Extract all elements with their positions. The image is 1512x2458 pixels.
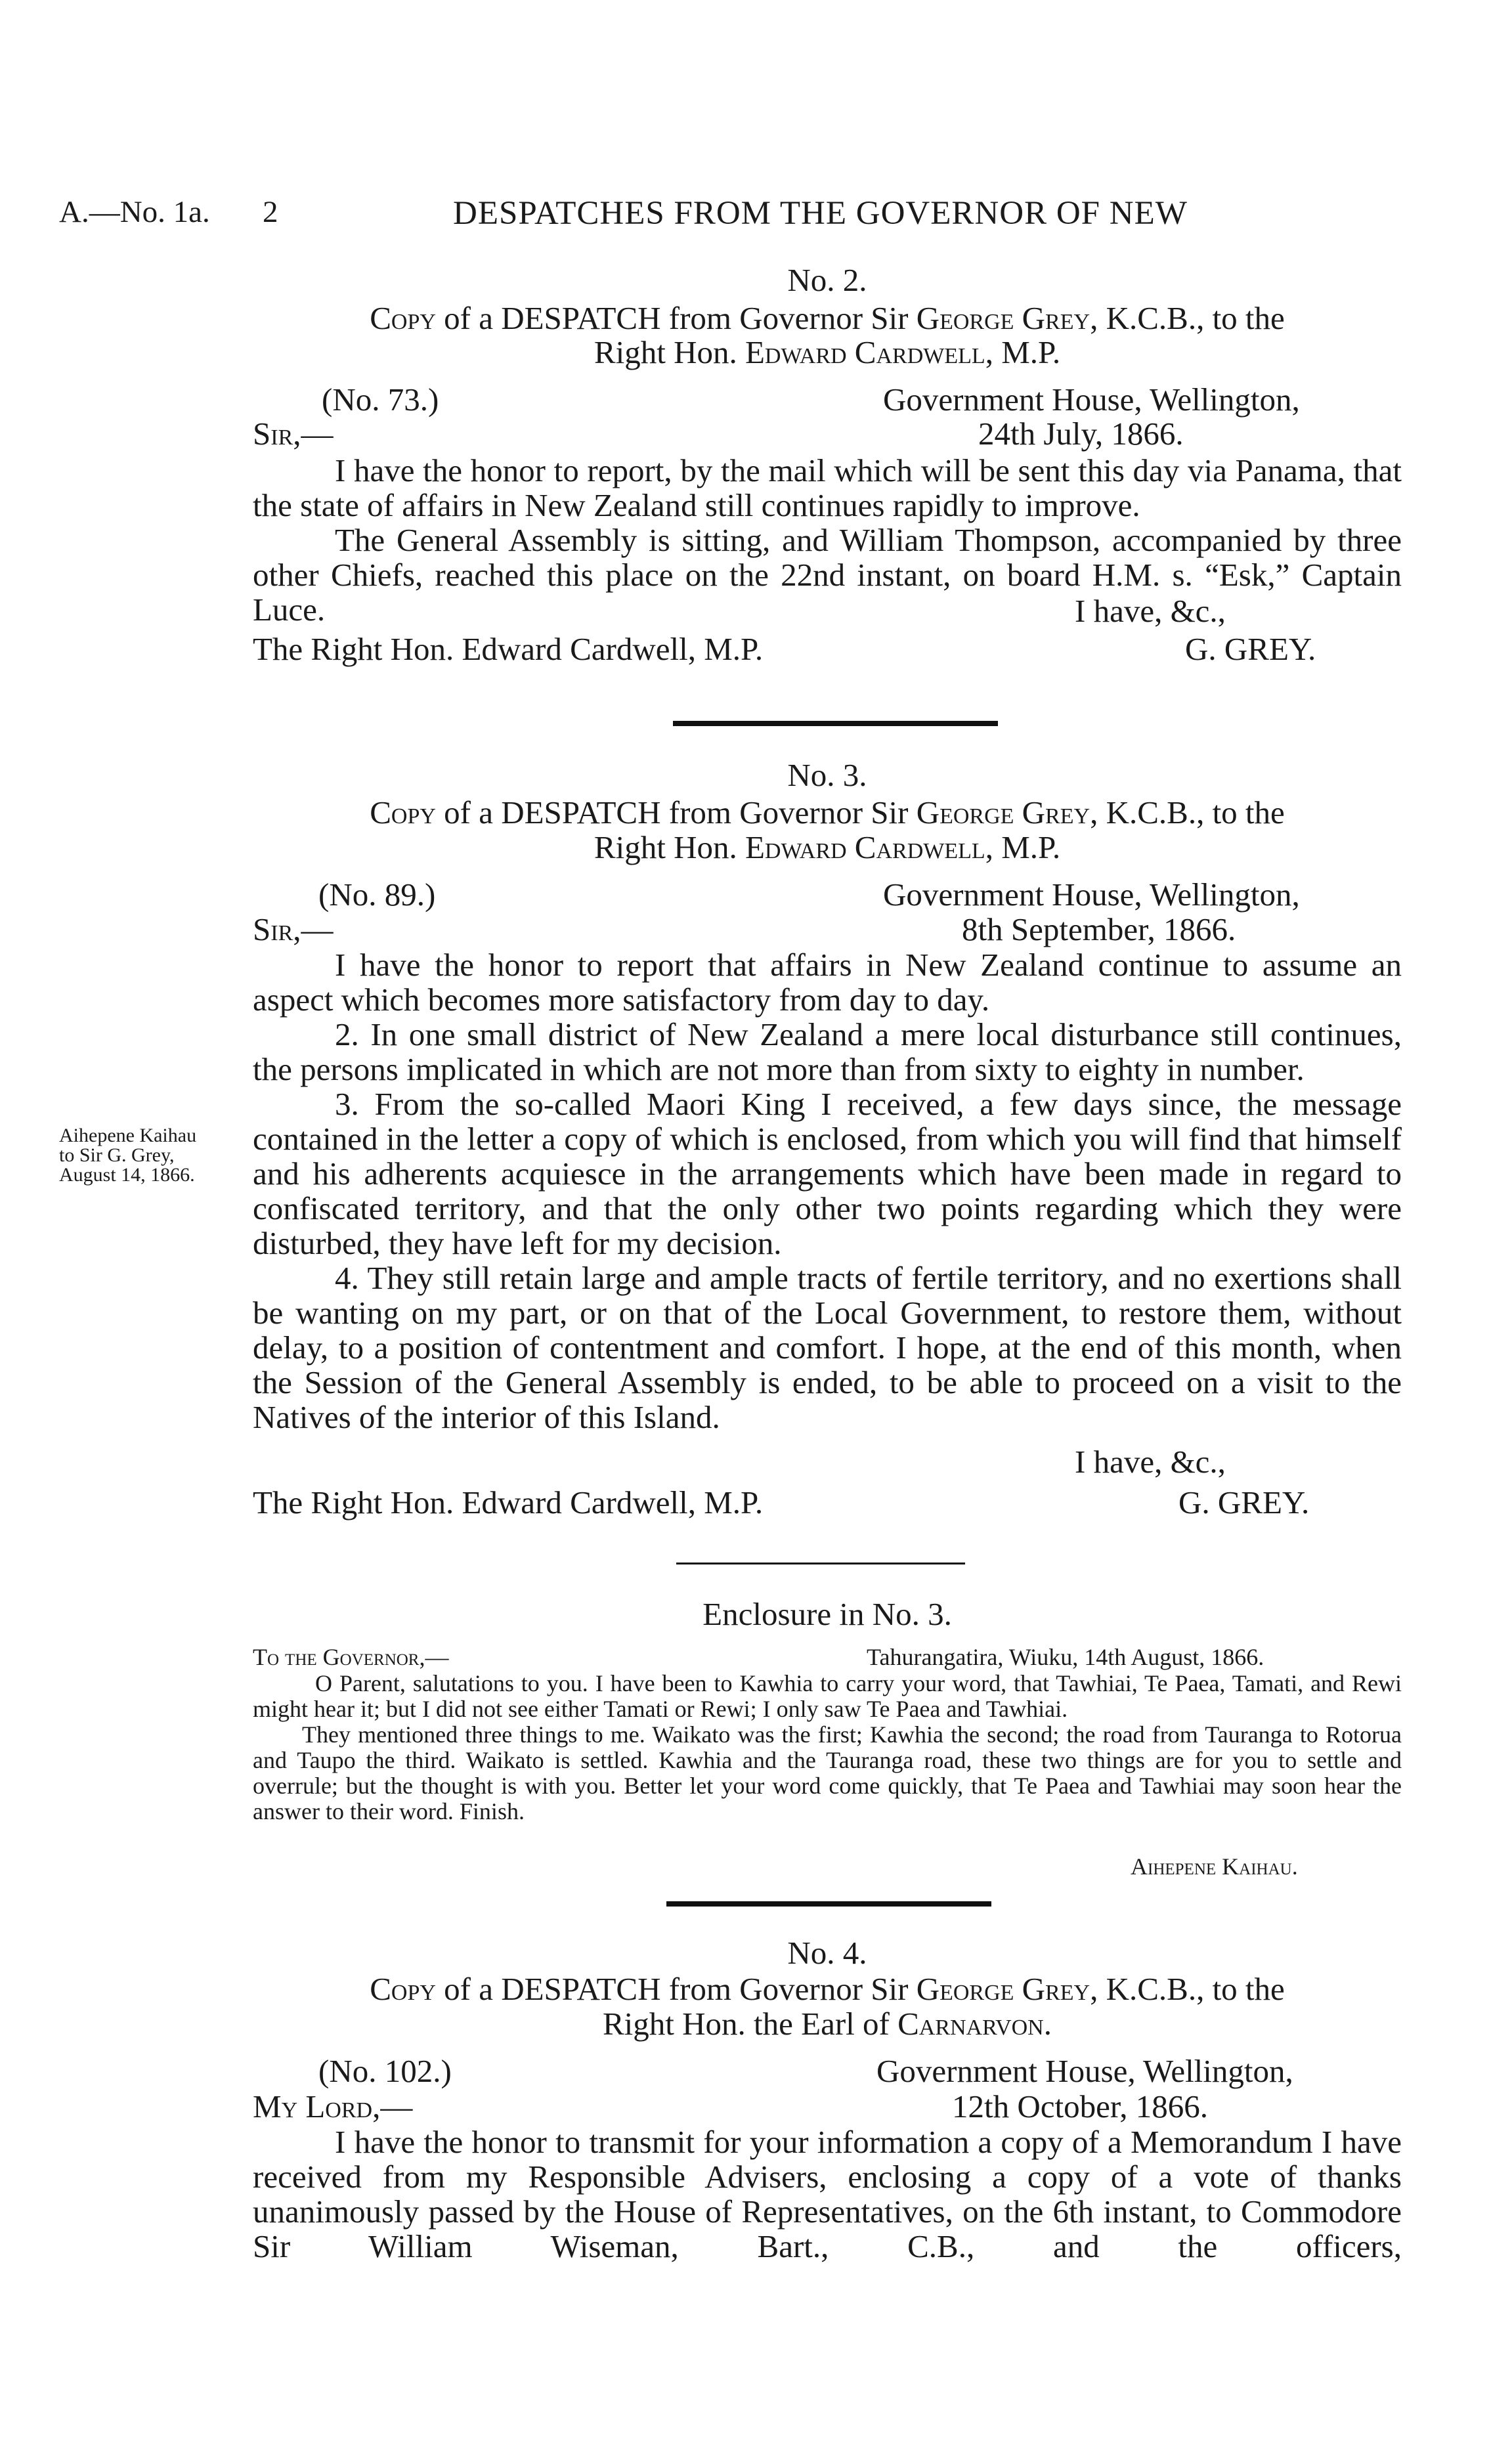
enclosure-title: Enclosure in No. 3. — [702, 1596, 952, 1632]
despatch-place: Government House, Wellington, — [883, 876, 1300, 913]
paragraph: I have the honor to transmit for your information a copy of a Memorandum I have received from my Responsible Advisers, enclosing a copy of a vote of thanks unanimously passed by the House of Representatives, on the 6th instant, to Commodore Sir William Wiseman, Bart., C.B., and the officers, — [253, 2124, 1402, 2264]
paragraph: I have the honor to report that affairs in New Zealand continue to assume an aspect which becomes more satisfactory from day to day. — [253, 947, 1402, 1018]
page-number: 2 — [263, 195, 278, 229]
running-title: DESPATCHES FROM THE GOVERNOR OF NEW — [453, 195, 1188, 232]
closing: I have, &c., — [1075, 1444, 1226, 1480]
addressee: The Right Hon. Edward Cardwell, M.P. — [253, 631, 764, 667]
section-divider — [666, 1901, 991, 1907]
despatch-date: 12th October, 1866. — [952, 2088, 1208, 2124]
despatch-ref: (No. 102.) — [318, 2053, 452, 2089]
enclosure-to: To the Governor,— — [253, 1644, 449, 1670]
paragraph: The General Assembly is sitting, and William Thompson, accompanied by three other Chiefs, reached this place on the 22nd instant, on board H.M. s. “Esk,” Captain Luce. — [253, 522, 1402, 628]
despatch-heading-line2: Right Hon. Edward Cardwell, M.P. — [594, 829, 1061, 865]
margin-note: Aihepene Kaihau to Sir G. Grey, August 14, 1866. — [59, 1125, 197, 1186]
enclosure-place-date: Tahurangatira, Wiuku, 14th August, 1866. — [867, 1644, 1264, 1670]
paragraph: I have the honor to report, by the mail which will be sent this day via Panama, that the state of affairs in New Zealand still continues rapidly to improve. — [253, 452, 1402, 523]
document-number: A.—No. 1a. — [59, 195, 210, 229]
section-divider — [676, 1563, 965, 1564]
salutation: Sir,— — [253, 416, 334, 452]
despatch-place: Government House, Wellington, — [876, 2053, 1293, 2089]
despatch-heading: Copy of a DESPATCH from Governor Sir George Grey, K.C.B., to the — [370, 300, 1285, 336]
paragraph: 2. In one small district of New Zealand a mere local disturbance still continues, the persons implicated in which are not more than from sixty to eighty in number. — [253, 1016, 1402, 1087]
despatch-number: No. 3. — [787, 757, 867, 793]
despatch-date: 24th July, 1866. — [978, 416, 1184, 452]
signature: G. GREY. — [1178, 1484, 1310, 1520]
despatch-heading-line2: Right Hon. Edward Cardwell, M.P. — [594, 334, 1061, 370]
despatch-heading: Copy of a DESPATCH from Governor Sir George Grey, K.C.B., to the — [370, 1971, 1285, 2007]
paragraph: They mentioned three things to me. Waikato was the first; Kawhia the second; the road from Tauranga to Rotorua and Taupo the third. Waikato is settled. Kawhia and the Tauranga road, these two things are for you to settle and overrule; but the thought is with you. Better let your word come quickly, that Te Paea and Tawhiai may soon hear the answer to their word. Finish. — [253, 1721, 1402, 1824]
despatch-date: 8th September, 1866. — [962, 911, 1236, 947]
signature: G. GREY. — [1185, 631, 1316, 667]
enclosure-signature: Aihepene Kaihau. — [1131, 1853, 1298, 1880]
salutation: Sir,— — [253, 911, 334, 947]
paragraph: 3. From the so-called Maori King I received, a few days since, the message contained in the letter a copy of which is enclosed, from which you will find that himself and his adherents acquiesce in the arrangements which have been made in regard to confiscated territory, and that the only other two points regarding which they were disturbed, they have left for my decision. — [253, 1086, 1402, 1261]
section-divider — [673, 721, 998, 726]
despatch-number: No. 4. — [787, 1935, 867, 1971]
despatch-place: Government House, Wellington, — [883, 381, 1300, 418]
despatch-body — [253, 2124, 1402, 2264]
despatch-body — [253, 453, 1402, 627]
despatch-ref: (No. 73.) — [322, 381, 439, 418]
paragraph: O Parent, salutations to you. I have been to Kawhia to carry your word, that Tawhiai, Te Paea, Tamati, and Rewi might hear it; but I did not see either Tamati or Rewi; I only saw Te Paea and Tawhiai. — [253, 1670, 1402, 1722]
salutation: My Lord,— — [253, 2088, 413, 2124]
despatch-ref: (No. 89.) — [318, 876, 436, 913]
addressee: The Right Hon. Edward Cardwell, M.P. — [253, 1484, 764, 1520]
enclosure-body — [253, 1671, 1402, 1824]
closing: I have, &c., — [1075, 593, 1226, 629]
despatch-number: No. 2. — [787, 262, 867, 298]
despatch-body — [253, 947, 1402, 1434]
despatch-heading: Copy of a DESPATCH from Governor Sir George Grey, K.C.B., to the — [370, 794, 1285, 830]
paragraph: 4. They still retain large and ample tracts of fertile territory, and no exertions shall be wanting on my part, or on that of the Local Government, to restore them, without delay, to a position of contentment and comfort. I hope, at the end of this month, when the Session of the General Assembly is ended, to be able to proceed on a visit to the Natives of the interior of this Island. — [253, 1260, 1402, 1435]
despatch-heading-line2: Right Hon. the Earl of Carnarvon. — [603, 2006, 1052, 2042]
